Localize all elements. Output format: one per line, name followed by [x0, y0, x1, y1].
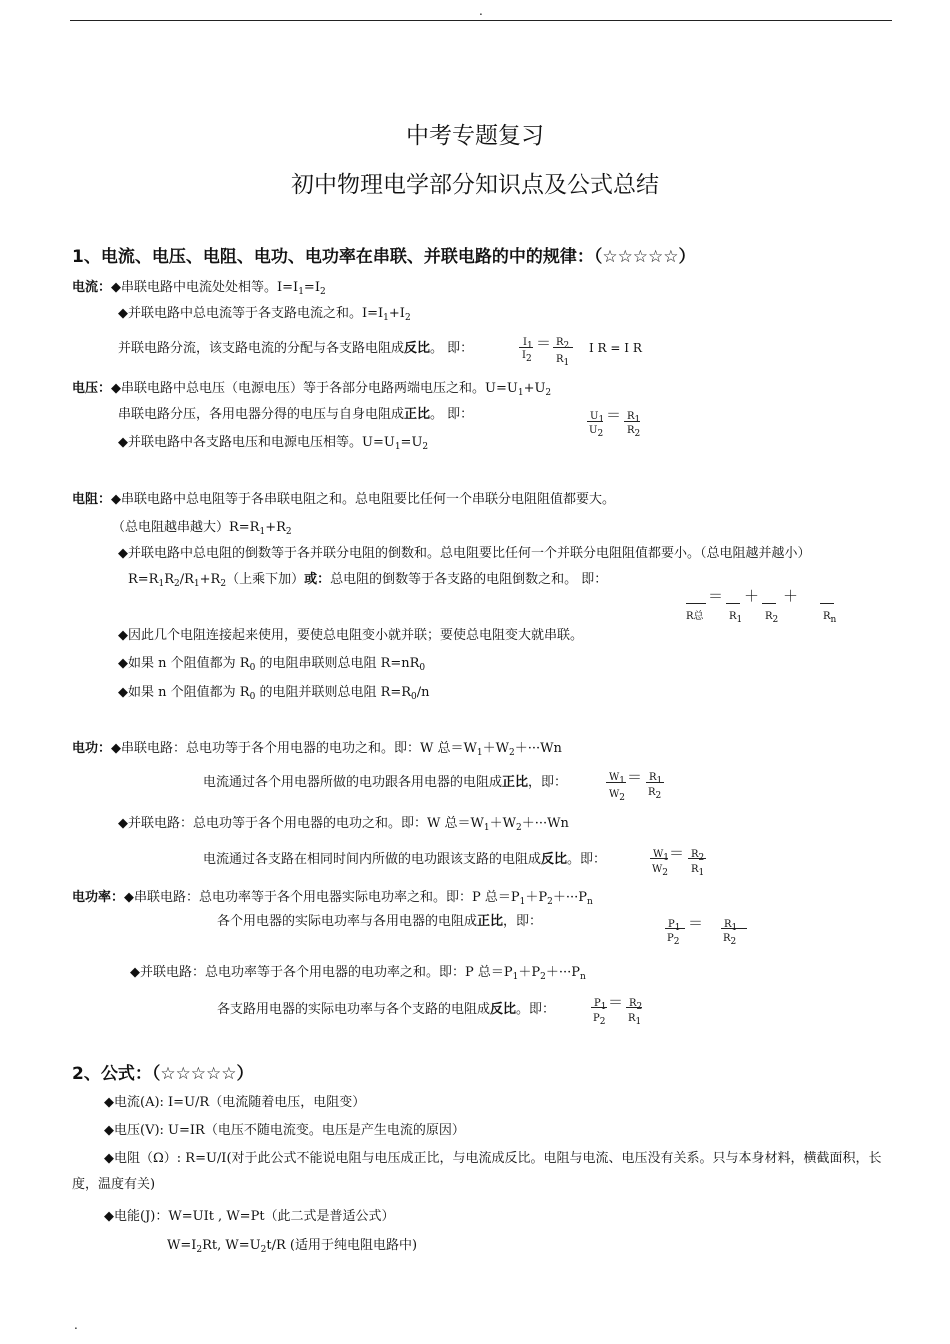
- power-line3: ◆并联电路：总电功率等于各个用电器的电功率之和。即：P 总$=P_1+P_2+\cdot\cdot\cdot P_n$: [130, 965, 586, 982]
- current-label: 电流：: [72, 280, 112, 295]
- power-label: 电功率：: [72, 890, 125, 905]
- current-line2: ◆并联电路中总电流等于各支路电流之和。$I=I_1+I_2$: [118, 306, 411, 323]
- current-line1: 电流：◆串联电路中电流处处相等。$I=I_1=I_2$: [72, 280, 326, 297]
- formula-energy: ◆电能(J)：W=UIt , W=Pt（此二式是普适公式）: [104, 1209, 395, 1224]
- section2-heading: 2、公式：（☆☆☆☆☆）: [72, 1064, 254, 1084]
- formula-resistance: ◆电阻（Ω）: R=U/I(对于此公式不能说电阻与电压成正比，与电流成反比。电阻与电流、电压没有关系。只与本身材料，横截面积，长度，温度有关): [72, 1151, 882, 1192]
- work-line4: 电流通过各支路在相同时间内所做的电功跟该支路的电阻成反比。即：: [203, 852, 607, 867]
- resistance-label: 电阻：: [72, 492, 112, 507]
- resistance-line4: $R=R_1R_2/R_1+R_2$（上乘下加）或：总电阻的倒数等于各支路的电阻倒数之和。 即：: [128, 572, 608, 589]
- resistance-line3: ◆并联电路中总电阻的倒数等于各并联分电阻的倒数和。总电阻要比任何一个并联分电阻阻值都要小。（总电阻越并越小）: [118, 546, 811, 561]
- work-line3: ◆并联电路：总电功等于各个用电器的电功之和。即：W 总$=W_1+W_2+\cdot\cdot\cdot Wn$: [118, 816, 569, 833]
- footer-mark: .: [74, 1318, 78, 1332]
- page-subtitle: 初中物理电学部分知识点及公式总结: [291, 172, 659, 198]
- resistance-line2: （总电阻越串越大）$R=R_1+R_2$: [112, 520, 292, 537]
- voltage-line3: ◆并联电路中各支路电压和电源电压相等。$U=U_1=U_2$: [118, 435, 429, 452]
- work-line2: 电流通过各个用电器所做的电功跟各用电器的电阻成正比，即：: [203, 775, 568, 790]
- resistance-line1: 电阻：◆串联电路中总电阻等于各串联电阻之和。总电阻要比任何一个串联分电阻阻值都要大。: [72, 492, 616, 507]
- header-mark: .: [479, 4, 483, 18]
- power-line2: 各个用电器的实际电功率与各用电器的电阻成正比，即：: [217, 914, 543, 929]
- voltage-line1: 电压：◆串联电路中总电压（电源电压）等于各部分电路两端电压之和。$U=U_1+U_2$: [72, 381, 552, 398]
- work-line1: 电功：◆串联电路：总电功等于各个用电器的电功之和。即：W 总$=W_1+W_2+\cdot\cdot\cdot Wn$: [72, 741, 562, 758]
- formula-energy-pure: $W=I_2Rt$, $W=U_2t/R$ (适用于纯电阻电路中): [167, 1238, 418, 1255]
- power-line1: 电功率：◆串联电路：总电功率等于各个用电器实际电功率之和。即：P 总$=P_1+P_2+\cdot\cdot\cdot P_n$: [72, 890, 593, 907]
- resistance-line5: ◆因此几个电阻连接起来使用，要使总电阻变小就并联；要使总电阻变大就串联。: [118, 628, 583, 643]
- current-line3: 并联电路分流，该支路电流的分配与各支路电阻成反比。 即：: [118, 341, 474, 356]
- resistance-line6: ◆如果 n 个阻值都为 $R_0$ 的电阻串联则总电阻 $R=nR_0$: [118, 656, 426, 673]
- formula-current: ◆电流(A): I=U/R（电流随着电压，电阻变）: [104, 1095, 366, 1110]
- work-label: 电功：: [72, 741, 112, 756]
- voltage-line2: 串联电路分压，各用电器分得的电压与自身电阻成正比。 即：: [118, 407, 474, 422]
- formula-voltage: ◆电压(V): U=IR（电压不随电流变。电压是产生电流的原因）: [104, 1123, 465, 1138]
- power-line4: 各支路用电器的实际电功率与各个支路的电阻成反比。即：: [217, 1002, 556, 1017]
- page-title: 中考专题复习: [406, 123, 544, 149]
- section1-heading: 1、电流、电压、电阻、电功、电功率在串联、并联电路的中的规律：（☆☆☆☆☆）: [72, 247, 696, 267]
- voltage-label: 电压：: [72, 381, 112, 396]
- resistance-line7: ◆如果 n 个阻值都为 $R_0$ 的电阻并联则总电阻 $R=R_0/n$: [118, 685, 430, 702]
- header-rule: [70, 20, 892, 21]
